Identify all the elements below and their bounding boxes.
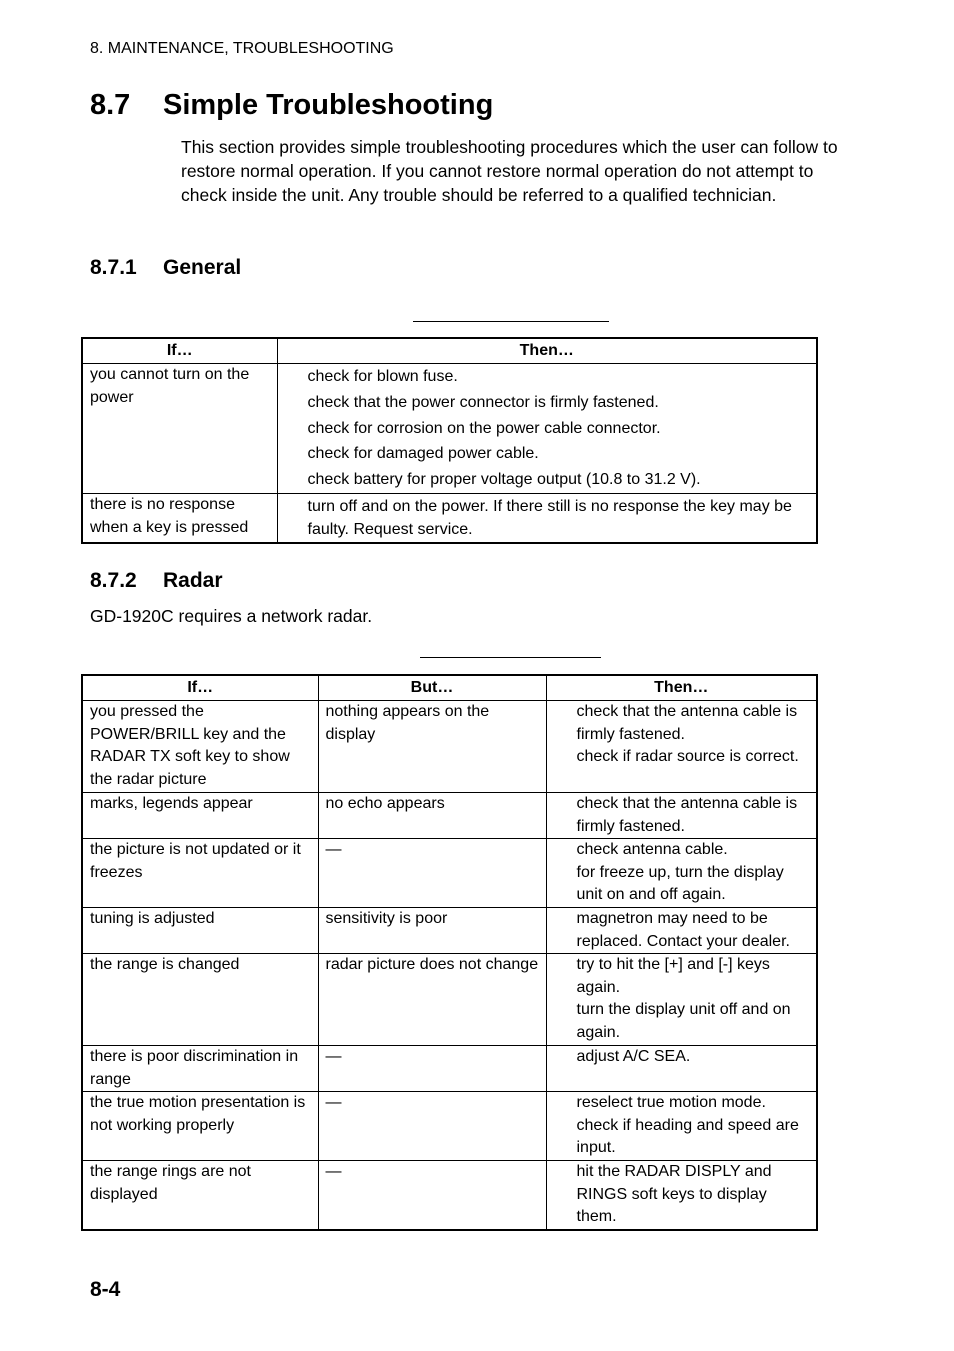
table-row <box>82 1161 817 1230</box>
table-caption-rule <box>413 321 609 322</box>
then-cell <box>546 954 817 1046</box>
subsection-title-text: Radar <box>163 569 223 592</box>
if-cell: you cannot turn on the power <box>82 364 277 494</box>
page-number: 8-4 <box>90 1278 121 1301</box>
table-caption-rule <box>420 657 601 658</box>
then-item: magnetron may need to be replaced. Contact your dealer. <box>576 910 790 950</box>
table-row <box>82 839 817 908</box>
then-cell <box>277 494 817 543</box>
then-cell <box>546 908 817 954</box>
then-cell <box>546 1046 817 1092</box>
general-troubleshooting-table <box>81 337 818 544</box>
then-item: check if radar source is correct. <box>576 748 799 765</box>
then-cell <box>546 1161 817 1230</box>
if-cell: there is no response when a key is pressed <box>82 494 277 543</box>
then-item: check that the power connector is firmly fastened. <box>307 393 659 411</box>
but-cell: — <box>318 1046 546 1092</box>
section-number: 8.7 <box>90 89 131 121</box>
table-row <box>82 1046 817 1092</box>
then-item: check for blown fuse. <box>307 368 458 385</box>
radar-troubleshooting-table <box>81 674 818 1231</box>
if-cell: marks, legends appear <box>82 793 318 839</box>
table-row <box>82 494 817 543</box>
but-cell: — <box>318 1092 546 1161</box>
table-header-row <box>82 338 817 364</box>
but-cell: — <box>318 1161 546 1230</box>
if-cell: there is poor discrimination in range <box>82 1046 318 1092</box>
if-cell: the true motion presentation is not working properly <box>82 1092 318 1161</box>
then-item: check for corrosion on the power cable connector. <box>307 419 661 437</box>
then-item: check antenna cable. <box>576 841 728 858</box>
section-title <box>90 89 493 122</box>
table-header-row <box>82 675 817 701</box>
running-header: 8. MAINTENANCE, TROUBLESHOOTING <box>90 40 394 57</box>
if-cell: the range rings are not displayed <box>82 1161 318 1230</box>
but-cell: radar picture does not change <box>318 954 546 1046</box>
column-header-then: Then… <box>277 338 817 364</box>
table-row <box>82 364 817 494</box>
but-cell: no echo appears <box>318 793 546 839</box>
then-item: try to hit the [+] and [-] keys again. <box>576 956 770 996</box>
subsection-number: 8.7.2 <box>90 569 137 592</box>
radar-note: GD-1920C requires a network radar. <box>90 606 373 626</box>
column-header-then: Then… <box>546 675 817 701</box>
subsection-number: 8.7.1 <box>90 256 137 279</box>
if-cell: you pressed the POWER/BRILL key and the RADAR TX soft key to show the radar picture <box>82 701 318 793</box>
if-cell: the picture is not updated or it freezes <box>82 839 318 908</box>
then-item: turn off and on the power. If there still is no response the key may be faulty. Request service. <box>307 498 792 538</box>
but-cell: sensitivity is poor <box>318 908 546 954</box>
table-row <box>82 701 817 793</box>
then-item: check if heading and speed are input. <box>576 1116 799 1156</box>
section-title-text: Simple Troubleshooting <box>163 89 494 121</box>
column-header-but: But… <box>318 675 546 701</box>
subsection-title-radar <box>90 569 223 593</box>
but-cell: nothing appears on the display <box>318 701 546 793</box>
if-cell: the range is changed <box>82 954 318 1046</box>
table-row <box>82 1092 817 1161</box>
then-item: check battery for proper voltage output (10.8 to 31.2 V). <box>307 471 701 489</box>
then-cell <box>277 364 817 494</box>
then-item: turn the display unit off and on again. <box>576 1001 791 1041</box>
column-header-if: If… <box>82 675 318 701</box>
then-item: adjust A/C SEA. <box>576 1048 691 1065</box>
then-item: check that the antenna cable is firmly fastened. <box>576 795 798 835</box>
subsection-title-text: General <box>163 256 242 279</box>
then-cell <box>546 701 817 793</box>
then-cell <box>546 839 817 908</box>
table-row <box>82 793 817 839</box>
then-item: check for damaged power cable. <box>307 445 539 463</box>
table-row <box>82 908 817 954</box>
but-cell: — <box>318 839 546 908</box>
if-cell: tuning is adjusted <box>82 908 318 954</box>
column-header-if: If… <box>82 338 277 364</box>
then-cell <box>546 1092 817 1161</box>
then-item: hit the RADAR DISPLY and RINGS soft keys to display them. <box>576 1163 772 1225</box>
section-intro: This section provides simple troubleshooting procedures which the user can follow to restore normal operation. If you cannot restore normal operation do not attempt to check inside the unit. Any trouble should be referred to a qualified technician. <box>181 137 838 205</box>
then-item: check that the antenna cable is firmly fastened. <box>576 703 798 743</box>
subsection-title-general <box>90 256 241 280</box>
then-item: reselect true motion mode. <box>576 1094 766 1111</box>
table-row <box>82 954 817 1046</box>
then-item: for freeze up, turn the display unit on and off again. <box>576 863 784 903</box>
then-cell <box>546 793 817 839</box>
